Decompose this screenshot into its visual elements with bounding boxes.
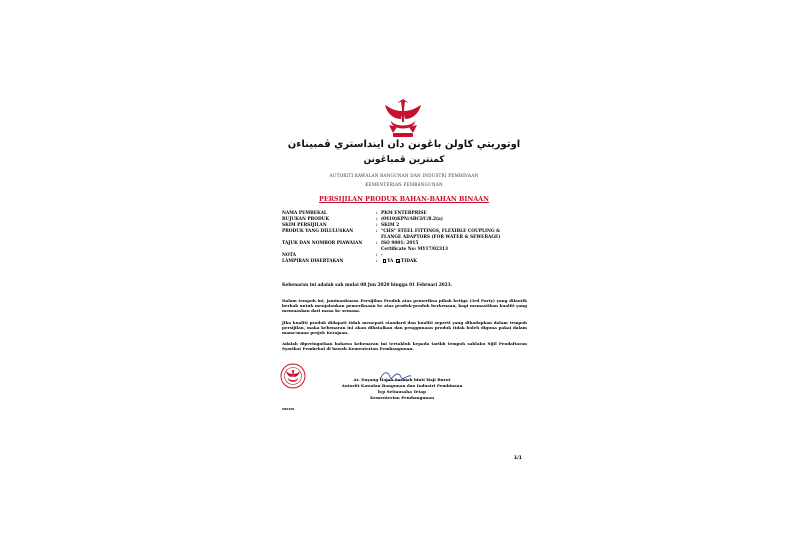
attachment-options: [381, 259, 417, 264]
no-label: TIDAK: [401, 259, 418, 264]
field-label: NOTA: [282, 253, 296, 258]
official-seal-stamp: [280, 363, 306, 389]
field-value: FLANGE ADAPTORS (FOR WATER & SEWERAGE): [381, 235, 501, 240]
field-value: SKIM 2: [381, 223, 400, 228]
field-value: -: [381, 253, 383, 258]
field-label: SKIM PERSIJILAN: [282, 223, 327, 228]
signatory-ministry: Kementerian Pembangunan: [369, 395, 435, 400]
agency-name: AUTORITI KAWALAN BANGUNAN DAN INDUSTRI PEMBINAAN: [329, 173, 479, 178]
signatory-role: b/p Setiausaha Tetap: [378, 389, 426, 394]
ministry-name: KEMENTERIAN PEMBANGUNAN: [365, 182, 443, 187]
field-label: RUJUKAN PRODUK: [282, 217, 330, 222]
validity-statement: Kebenaran ini adalah sah mulai 08 Jun 2020 hingga 01 Februari 2023.: [282, 283, 453, 288]
field-label: PRODUK YANG DILULUSKAN: [282, 229, 354, 234]
brunei-crest-logo: [383, 97, 423, 139]
yes-label: YA: [387, 259, 394, 264]
field-value: Certificate No: MY17/02313: [381, 247, 448, 252]
field-colon: :: [376, 259, 378, 264]
paragraph-reminder: Adalah diperingatkan bahawa kebenaran ini tertakluk kepada tarikh tempoh sahlaku Sijil Pendaftaran Syarikat Pembekal di bawah Kementerian Pembangunan.: [282, 341, 527, 351]
certificate-page: [272, 85, 536, 460]
field-value: "CHS" STEEL FITTINGS, FLEXIBLE COUPLING &: [381, 229, 501, 234]
ministry-name-jawi: كمنترين ڤمباڠونن: [363, 155, 445, 165]
field-colon: :: [376, 241, 378, 246]
field-colon: :: [376, 223, 378, 228]
document-title: PERSIJILAN PRODUK BAHAN-BAHAN BINAAN: [319, 195, 489, 203]
field-colon: :: [376, 253, 378, 258]
field-colon: :: [376, 211, 378, 216]
signatory-name: Ar. Dayang Hajah Sarbiah binti Haji Burut: [353, 377, 451, 382]
yes-checkbox: [383, 259, 386, 262]
paragraph-inspection: Dalam tempoh ini, jaminankuasa Persijilan Produk atas pemeriksa pihak ketiga (3rd Party) yang dilantik berhak untuk menjalankan pemeriksaan ke atas produk-produk berkenaan, bagi memastikan kualiti yang memuaskan dari masa ke semasa.: [282, 298, 527, 313]
page-indicator: 1/1: [514, 456, 522, 461]
paragraph-quality: Jika kualiti produk didapati tidak menepati standard dan kualiti seperti yang dihadapkan dalam tempoh persijilan, maka kebenaran ini akan dibatalkan dan penggunaan produk tidak boleh diguna pakai dalam mana-mana projek Kerajaan.: [282, 320, 527, 335]
attachment-row: [282, 259, 532, 265]
field-label: LAMPIRAN DISERTAKAN: [282, 259, 344, 264]
field-value: (0410)KPN/ABCI/C/8.2(a): [381, 217, 443, 222]
field-label: NAMA PEMBEKAL: [282, 211, 327, 216]
agency-name-jawi: اوتوريتي كاولن باڠونن دان اينداستري ڤمبيناءن: [287, 139, 521, 150]
field-value: PKM ENTERPRISE: [381, 211, 427, 216]
field-colon: :: [376, 217, 378, 222]
field-colon: :: [376, 229, 378, 234]
field-label: TAJUK DAN NOMBOR PIAWAIAN: [282, 241, 363, 246]
certificate-fields: [282, 211, 532, 265]
signatory-agency: Autoriti Kawalan Bangunan dan Industri Pembinaan: [341, 383, 463, 388]
field-value: ISO 9001: 2015: [381, 241, 419, 246]
no-checkbox: [396, 259, 399, 262]
seal-code: ABCI39: [282, 407, 295, 411]
